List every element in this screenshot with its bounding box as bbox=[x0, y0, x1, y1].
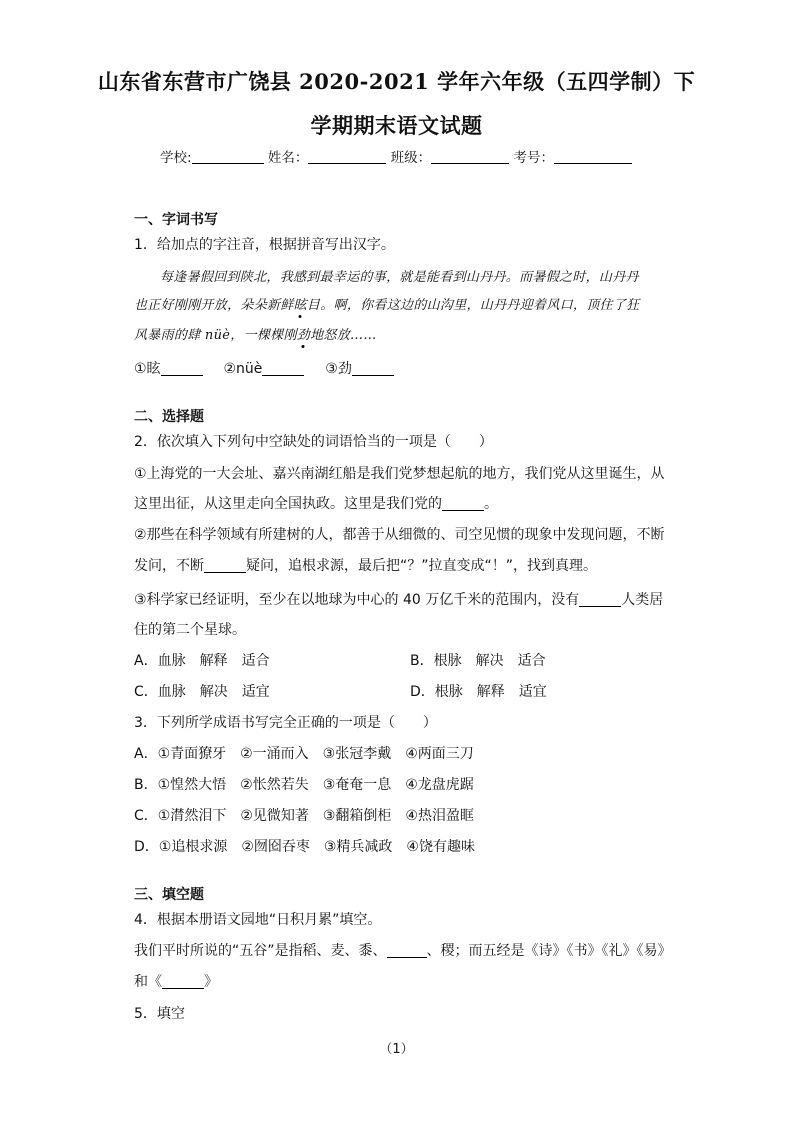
passage-text: 也正好刚刚开放，朵朵新鲜 bbox=[134, 298, 294, 313]
q2-option-a[interactable]: A．血脉 解释 适合 bbox=[134, 653, 270, 669]
sentence-text: 发问，不断 bbox=[134, 558, 204, 574]
page-number: （1） bbox=[379, 1042, 414, 1057]
question-1-stem: 1．给加点的字注音，根据拼音写出汉字。 bbox=[134, 237, 395, 253]
q2-option-c[interactable]: C．血脉 解决 适宜 bbox=[134, 684, 270, 700]
dotted-char: 劲 bbox=[296, 328, 311, 343]
question-3-stem: 3．下列所学成语书写完全正确的一项是（ ） bbox=[134, 715, 437, 731]
answer-blank[interactable] bbox=[442, 496, 484, 511]
q2-sentence-2-line-1: ②那些在科学领域有所建树的人，都善于从细微的、司空见惯的现象中发现问题，不断 bbox=[134, 527, 665, 543]
name-label: 姓名： bbox=[267, 150, 309, 166]
question-2-stem: 2．依次填入下列句中空缺处的词语恰当的一项是（ ） bbox=[134, 434, 493, 450]
q2-sentence-1-line-1: ①上海党的一大会址、嘉兴南湖红船是我们党梦想起航的地方，我们党从这里诞生，从 bbox=[134, 466, 665, 482]
page-title-line-1: 山东省东营市广饶县 2020-2021 学年六年级（五四学制）下 bbox=[97, 69, 696, 94]
exam-no-label: 考号： bbox=[513, 150, 554, 166]
section-heading-3: 三、填空题 bbox=[134, 887, 204, 903]
answer-blank[interactable] bbox=[262, 361, 304, 376]
q3-option-c[interactable]: C．①潸然泪下 ②见微知著 ③翻箱倒柜 ④热泪盈眶 bbox=[134, 808, 474, 824]
sentence-text: 人类居 bbox=[621, 592, 664, 608]
answer-label: ③劲 bbox=[325, 361, 352, 377]
q1-passage-line-3 bbox=[134, 324, 377, 343]
exam-no-blank[interactable] bbox=[554, 149, 632, 164]
q2-option-d[interactable]: D．根脉 解释 适宜 bbox=[410, 684, 547, 700]
class-label: 班级： bbox=[390, 150, 432, 166]
q2-sentence-3-line-1 bbox=[134, 589, 663, 609]
answer-blank[interactable] bbox=[161, 361, 203, 376]
answer-label: ②nüè bbox=[223, 361, 263, 377]
school-blank[interactable] bbox=[192, 149, 264, 164]
sentence-text: 、稷；而五经是《诗》《书》《礼》《易》 bbox=[426, 943, 672, 959]
question-5-stem: 5．填空 bbox=[134, 1006, 185, 1022]
dotted-char: 眩 bbox=[293, 298, 307, 313]
q4-line-1 bbox=[134, 940, 672, 960]
page-title-line-2: 学期期末语文试题 bbox=[310, 113, 483, 138]
answer-label: ①眩 bbox=[134, 361, 161, 377]
passage-text: 地怒放…… bbox=[310, 328, 377, 343]
answer-blank[interactable] bbox=[579, 592, 621, 607]
section-heading-1: 一、字词书写 bbox=[134, 212, 218, 228]
class-blank[interactable] bbox=[431, 149, 509, 164]
passage-text: 目。啊，你看这边的山沟里，山丹丹迎着风口，顶住了狂 bbox=[306, 298, 640, 313]
q2-sentence-1-line-2 bbox=[134, 493, 498, 513]
q2-sentence-3-line-2: 住的第二个星球。 bbox=[134, 622, 246, 638]
sentence-text: 》 bbox=[204, 974, 218, 990]
sentence-text: 。 bbox=[484, 496, 498, 512]
question-4-stem: 4．根据本册语文园地“日积月累”填空。 bbox=[134, 912, 382, 928]
q3-option-d[interactable]: D．①追根求源 ②囫囵吞枣 ③精兵减政 ④饶有趣味 bbox=[134, 839, 475, 855]
sentence-text: ③科学家已经证明，至少在以地球为中心的 40 万亿千米的范围内，没有 bbox=[134, 592, 580, 608]
name-blank[interactable] bbox=[308, 149, 386, 164]
q1-answer-row bbox=[134, 358, 394, 378]
passage-text: 风暴雨的肆 nüè，一棵棵刚 bbox=[134, 328, 297, 343]
answer-blank[interactable] bbox=[162, 974, 204, 989]
q4-line-2 bbox=[134, 971, 218, 991]
student-info-row bbox=[160, 146, 632, 166]
q1-passage-line-1: 每逢暑假回到陕北，我感到最幸运的事，就是能看到山丹丹。而暑假之时，山丹丹 bbox=[160, 270, 639, 285]
sentence-text: 这里出征，从这里走向全国执政。这里是我们党的 bbox=[134, 496, 442, 512]
q2-sentence-2-line-2 bbox=[134, 555, 597, 575]
section-heading-2: 二、选择题 bbox=[134, 409, 204, 425]
sentence-text: 和《 bbox=[134, 974, 162, 990]
school-label: 学校: bbox=[160, 150, 192, 166]
q3-option-a[interactable]: A．①青面獠牙 ②一涌而入 ③张冠李戴 ④两面三刀 bbox=[134, 746, 474, 762]
answer-blank[interactable] bbox=[387, 943, 427, 958]
q3-option-b[interactable]: B．①惶然大悟 ②怅然若失 ③奄奄一息 ④龙盘虎踞 bbox=[134, 777, 474, 793]
q2-option-b[interactable]: B．根脉 解决 适合 bbox=[410, 653, 546, 669]
sentence-text: 我们平时所说的“五谷”是指稻、麦、黍、 bbox=[134, 943, 387, 959]
sentence-text: 疑问，追根求源，最后把“？”拉直变成“！”，找到真理。 bbox=[246, 558, 598, 574]
answer-blank[interactable] bbox=[352, 361, 394, 376]
answer-blank[interactable] bbox=[204, 558, 246, 573]
q1-passage-line-2 bbox=[134, 294, 639, 313]
